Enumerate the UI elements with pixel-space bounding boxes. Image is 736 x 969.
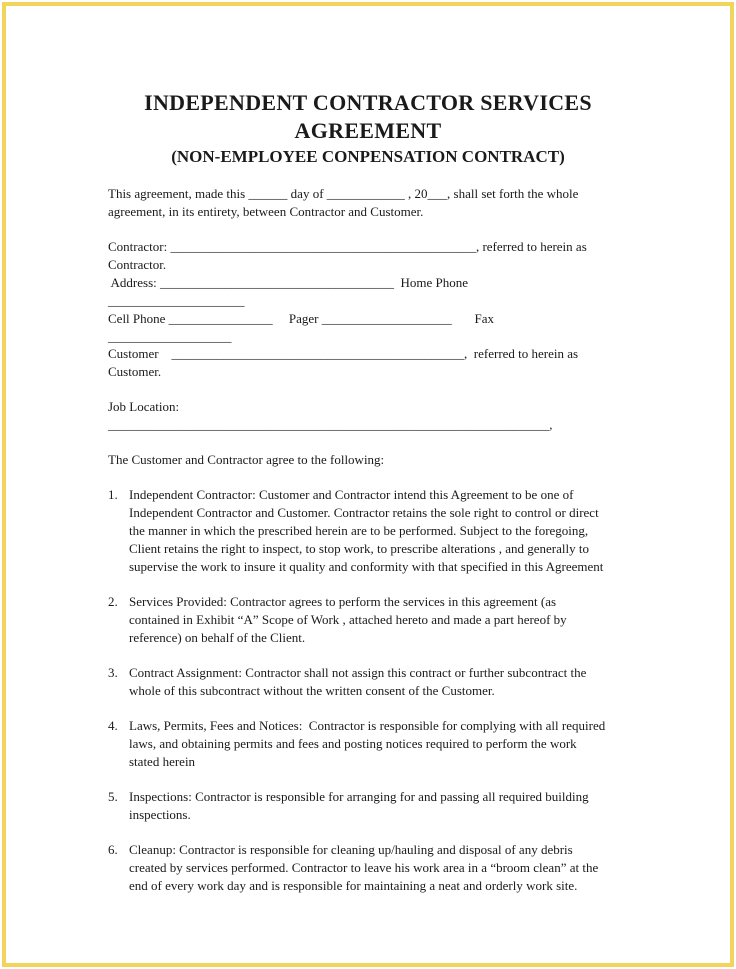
- clause-text-line: the manner in which the prescribed herein are to be performed. Subject to the foregoing,: [129, 523, 589, 538]
- cell-phone-field: Cell Phone ________________ Pager ____________________ Fax: [108, 311, 495, 326]
- title-line-1: INDEPENDENT CONTRACTOR SERVICES: [144, 90, 592, 115]
- clause-number: 4.: [108, 718, 118, 733]
- job-location-label: Job Location:: [108, 399, 180, 414]
- clause-text-line: laws, and obtaining permits and fees and posting notices required to perform the work: [129, 736, 577, 751]
- clause-text-line: end of every work day and is responsible for maintaining a neat and orderly work site.: [129, 878, 578, 893]
- clause-text-line: Independent Contractor: Customer and Contractor intend this Agreement to be one of: [129, 487, 574, 502]
- clause-text-line: Independent Contractor and Customer. Contractor retains the sole right to control or direct: [129, 505, 599, 520]
- clause-number: 5.: [108, 789, 118, 804]
- clause-text-line: whole of this subcontract without the written consent of the Customer.: [129, 683, 495, 698]
- clause-text-line: inspections.: [129, 807, 191, 822]
- clause-text-line: Contract Assignment: Contractor shall not assign this contract or further subcontract the: [129, 665, 587, 680]
- agree-text: The Customer and Contractor agree to the following:: [108, 452, 385, 467]
- address-field: Address: ____________________________________ Home Phone: [108, 275, 469, 290]
- contractor-field-cont: Contractor.: [108, 257, 167, 272]
- clause-number: 6.: [108, 842, 118, 857]
- clause-number: 3.: [108, 665, 118, 680]
- subtitle: (NON-EMPLOYEE CONPENSATION CONTRACT): [171, 147, 565, 166]
- customer-field-cont: Customer.: [108, 364, 162, 379]
- clause-text-line: created by services performed. Contractor to leave his work area in a “broom clean” at the: [129, 860, 599, 875]
- clause-text-line: contained in Exhibit “A” Scope of Work , attached hereto and made a part hereof by: [129, 612, 567, 627]
- cell-phone-field-cont: ___________________: [108, 329, 232, 344]
- clause-number: 1.: [108, 487, 118, 502]
- document-page: [6, 6, 730, 963]
- intro-line-2: agreement, in its entirety, between Contractor and Customer.: [108, 204, 424, 219]
- clause-text-line: Services Provided: Contractor agrees to perform the services in this agreement (as: [129, 594, 557, 609]
- contractor-field: Contractor: _______________________________________________, referred to herein as: [108, 239, 587, 254]
- job-location-field: _________________________________________________________________________,: [108, 418, 553, 432]
- clause-text-line: supervise the work to insure it quality and conformity with that specified in this Agreement: [129, 559, 604, 574]
- clause-text-line: Client retains the right to inspect, to stop work, to prescribe alterations , and generally to: [129, 541, 589, 556]
- address-field-cont: _____________________: [108, 293, 245, 308]
- clause-text-line: stated herein: [129, 754, 196, 769]
- title-line-2: AGREEMENT: [294, 118, 442, 143]
- clause-text-line: Cleanup: Contractor is responsible for cleaning up/hauling and disposal of any debris: [129, 842, 573, 857]
- clause-number: 2.: [108, 594, 118, 609]
- clause-text-line: Laws, Permits, Fees and Notices: Contractor is responsible for complying with all required: [129, 718, 606, 733]
- clause-text-line: Inspections: Contractor is responsible for arranging for and passing all required building: [129, 789, 589, 804]
- clause-text-line: reference) on behalf of the Client.: [129, 630, 306, 645]
- customer-field: Customer _____________________________________________, referred to herein as: [108, 346, 579, 361]
- intro-line-1: This agreement, made this ______ day of ____________ , 20___, shall set forth the whole: [108, 186, 579, 201]
